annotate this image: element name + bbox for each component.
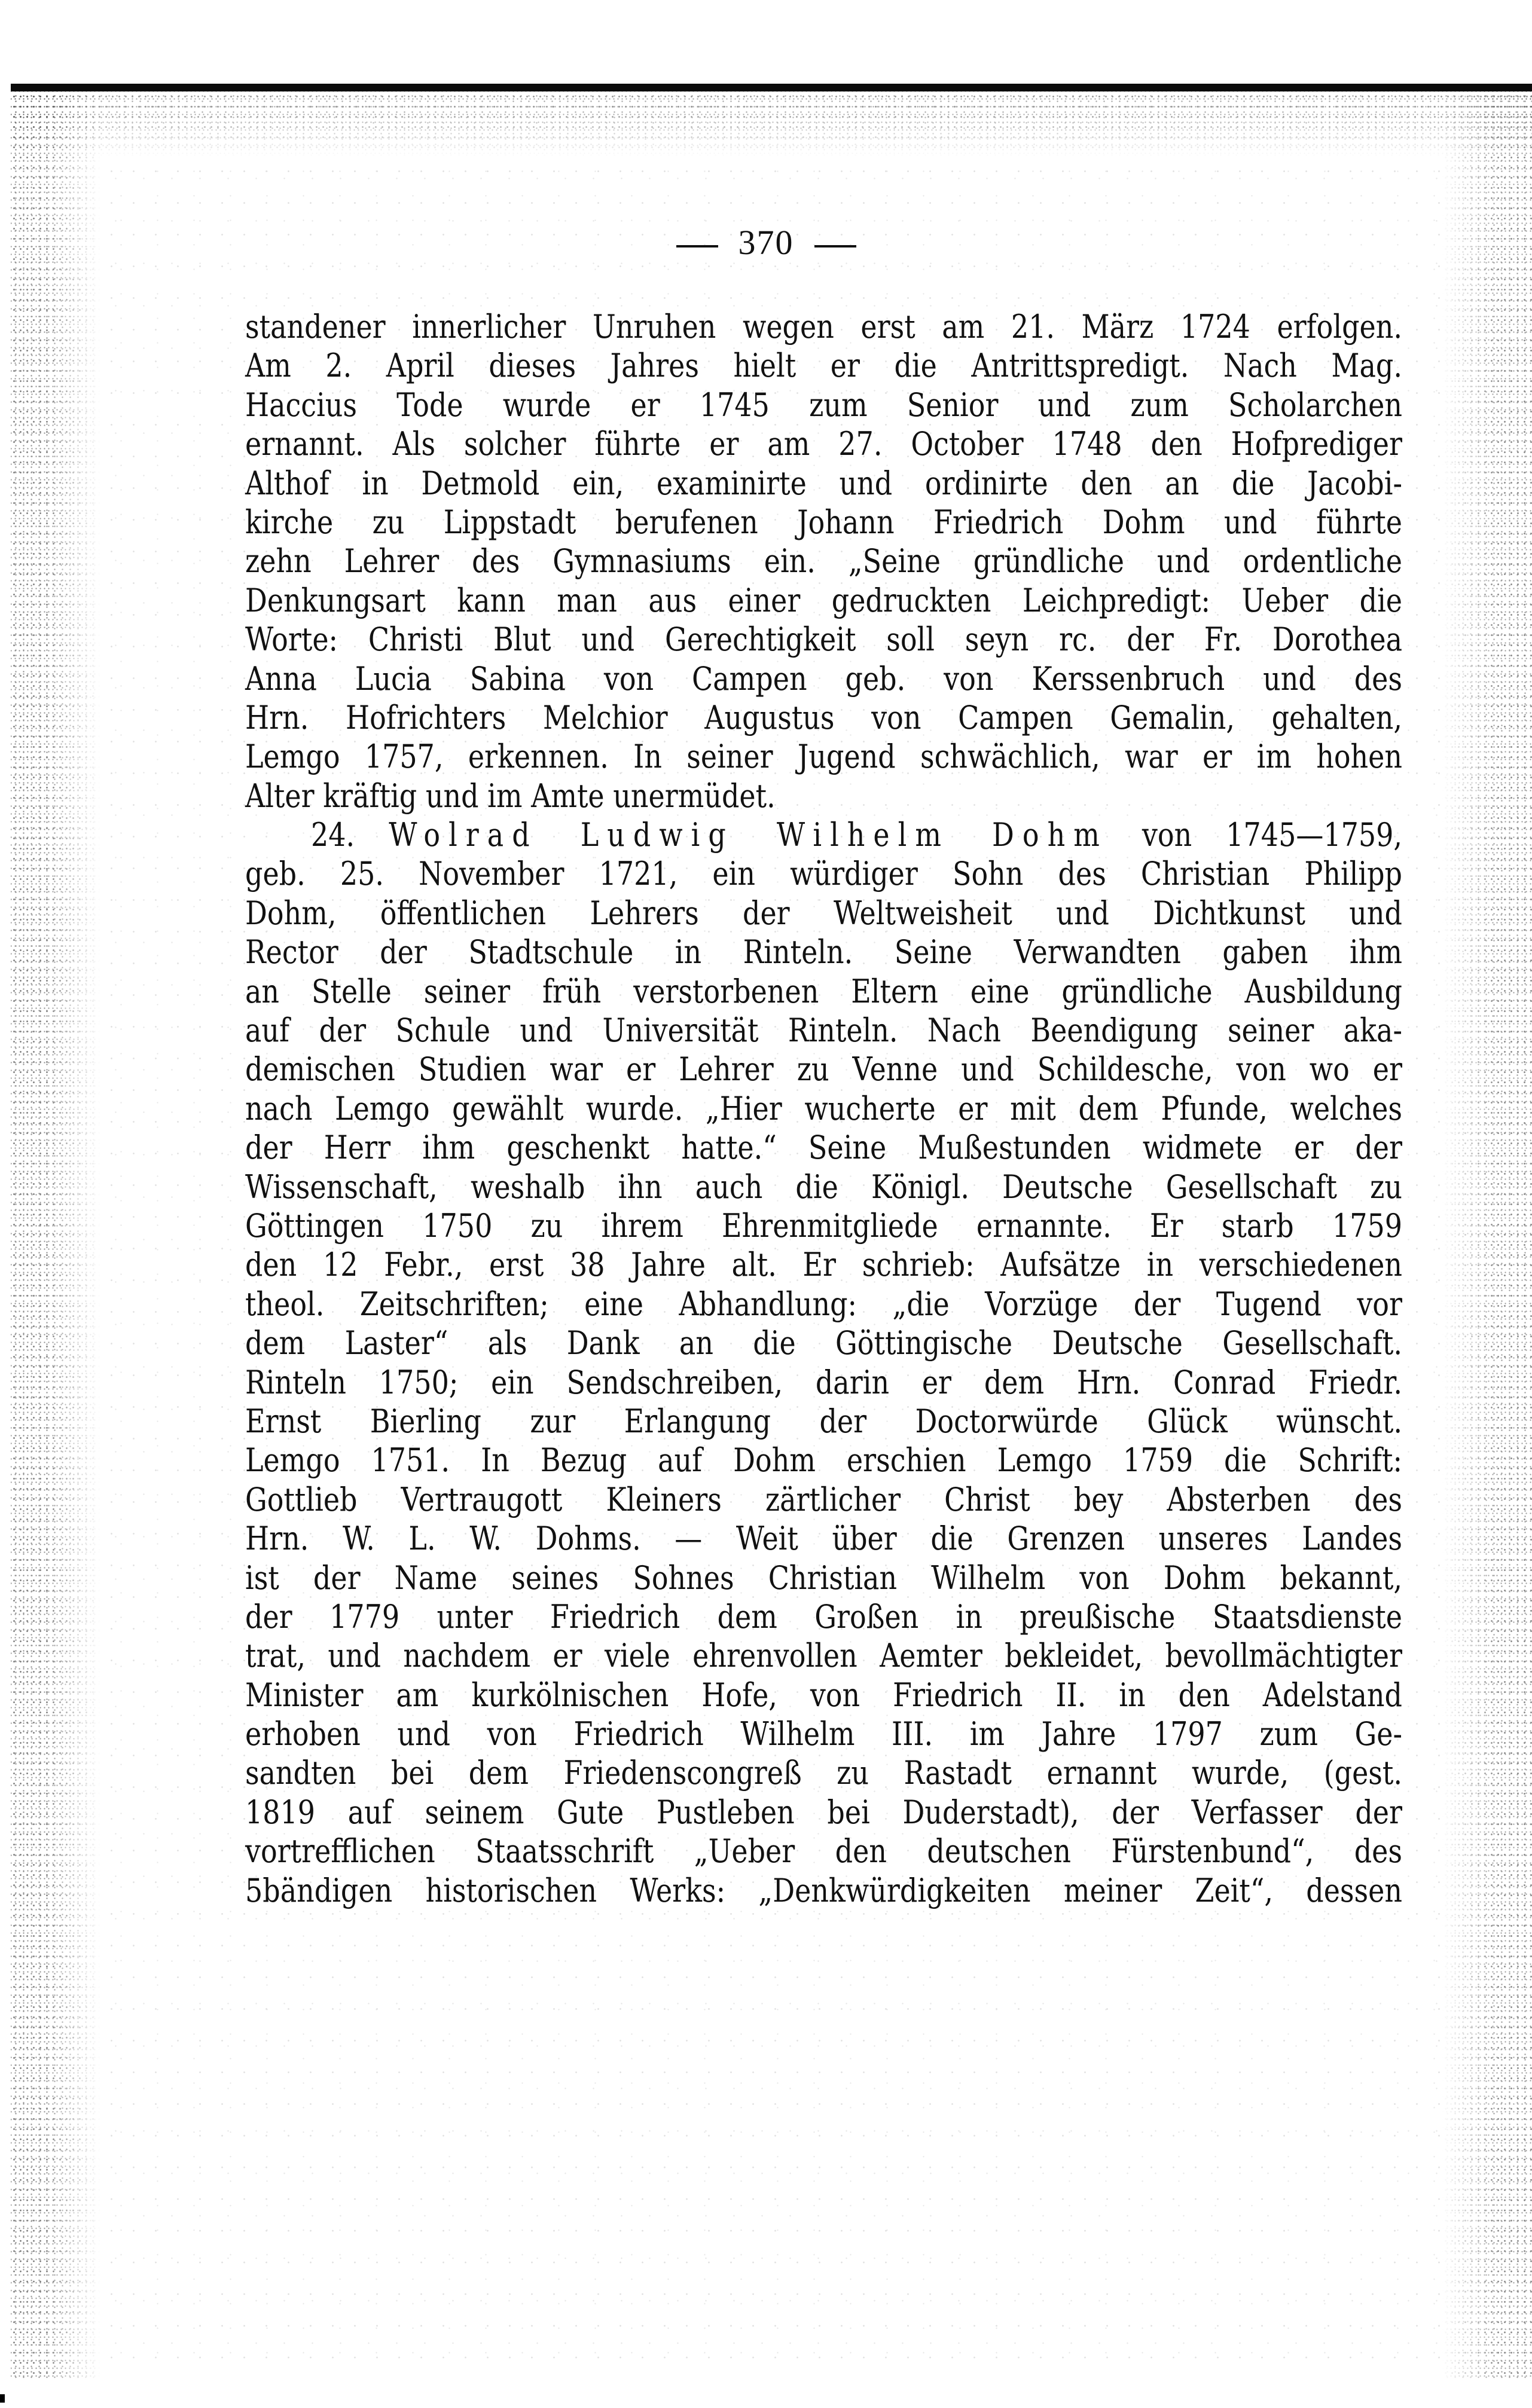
- page-number-value: 370: [738, 223, 794, 262]
- text-line: Lemgo 1751. In Bezug auf Dohm erschien Lemgo 1759 die Schrift:: [245, 1441, 1402, 1480]
- text-line: Am 2. April dieses Jahres hielt er die Antrittspredigt. Nach Mag.: [245, 346, 1402, 385]
- text-line: Hrn. Hofrichters Melchior Augustus von Campen Gemalin, gehalten,: [245, 698, 1402, 737]
- text-line: dem Laster“ als Dank an die Göttingische Deutsche Gesellschaft.: [245, 1324, 1402, 1362]
- text-line: Rector der Stadtschule in Rinteln. Seine Verwandten gaben ihm: [245, 933, 1402, 971]
- text-line: 5bändigen historischen Werks: „Denkwürdigkeiten meiner Zeit“, dessen: [245, 1871, 1402, 1909]
- text-line: der Herr ihm geschenkt hatte.“ Seine Mußestunden widmete er der: [245, 1128, 1402, 1167]
- body-text: [245, 307, 1403, 1914]
- text-line: Lemgo 1757, erkennen. In seiner Jugend schwächlich, war er im hohen: [245, 737, 1402, 776]
- text-line: Haccius Tode wurde er 1745 zum Senior und zum Scholarchen: [245, 385, 1402, 424]
- entry-tenure: von 1745—1759,: [1142, 815, 1403, 854]
- text-line: theol. Zeitschriften; eine Abhandlung: „die Vorzüge der Tugend vor: [245, 1284, 1402, 1323]
- scan-top-border: [11, 84, 1532, 91]
- text-line: sandten bei dem Friedenscongreß zu Rastadt ernannt wurde, (gest.: [245, 1753, 1402, 1792]
- text-line: zehn Lehrer des Gymnasiums ein. „Seine gründliche und ordentliche: [245, 542, 1402, 580]
- text-line: Gottlieb Vertraugott Kleiners zärtlicher Christ bey Absterben des: [245, 1480, 1402, 1518]
- dash-right: [814, 245, 856, 247]
- text-line: 1819 auf seinem Gute Pustleben bei Duderstadt), der Verfasser der: [245, 1792, 1402, 1831]
- text-line: Rinteln 1750; ein Sendschreiben, darin er dem Hrn. Conrad Friedr.: [245, 1362, 1402, 1401]
- text-line: Wissenschaft, weshalb ihn auch die Königl. Deutsche Gesellschaft zu: [245, 1167, 1402, 1206]
- text-line: Minister am kurkölnischen Hofe, von Friedrich II. in den Adelstand: [245, 1675, 1402, 1714]
- text-line: erhoben und von Friedrich Wilhelm III. im Jahre 1797 zum Ge-: [245, 1715, 1402, 1753]
- text-line: trat, und nachdem er viele ehrenvollen Aemter bekleidet, bevollmächtigter: [245, 1636, 1402, 1675]
- text-line: Denkungsart kann man aus einer gedruckten Leichpredigt: Ueber die: [245, 580, 1402, 619]
- text-line: den 12 Febr., erst 38 Jahre alt. Er schrieb: Aufsätze in verschiedenen: [245, 1245, 1402, 1284]
- scan-noise-right: [1442, 91, 1532, 2381]
- text-line: ist der Name seines Sohnes Christian Wilhelm von Dohm bekannt,: [245, 1558, 1402, 1597]
- text-line: nach Lemgo gewählt wurde. „Hier wucherte er mit dem Pfunde, welches: [245, 1089, 1402, 1127]
- text-line: an Stelle seiner früh verstorbenen Eltern eine gründliche Ausbildung: [245, 971, 1402, 1010]
- page-number: [0, 222, 1532, 262]
- dash-left: [676, 245, 718, 247]
- text-line: Althof in Detmold ein, examinirte und ordinirte den an die Jacobi-: [245, 463, 1402, 502]
- text-line: standener innerlicher Unruhen wegen erst am 21. März 1724 erfolgen.: [245, 307, 1402, 346]
- text-line: vortrefflichen Staatsschrift „Ueber den deutschen Fürstenbund“, des: [245, 1832, 1402, 1871]
- text-line: Hrn. W. L. W. Dohms. — Weit über die Grenzen unseres Landes: [245, 1519, 1402, 1557]
- text-line: der 1779 unter Friedrich dem Großen in preußische Staatsdienste: [245, 1597, 1402, 1636]
- scan-noise-top: [11, 91, 1532, 157]
- text-line: kirche zu Lippstadt berufenen Johann Friedrich Dohm und führte: [245, 503, 1402, 541]
- text-line: Anna Lucia Sabina von Campen geb. von Kerssenbruch und des: [245, 659, 1402, 698]
- text-line: Alter kräftig und im Amte unermüdet.: [245, 776, 776, 815]
- text-line: Ernst Bierling zur Erlangung der Doctorwürde Glück wünscht.: [245, 1402, 1402, 1440]
- text-line: demischen Studien war er Lehrer zu Venne und Schildesche, von wo er: [245, 1050, 1402, 1089]
- text-line: Göttingen 1750 zu ihrem Ehrenmitgliede ernannte. Er starb 1759: [245, 1206, 1402, 1245]
- entry-number: 24.: [311, 815, 355, 854]
- scan-noise-left: [11, 91, 100, 2381]
- text-line: ernannt. Als solcher führte er am 27. October 1748 den Hofprediger: [245, 424, 1402, 463]
- text-line: Dohm, öffentlichen Lehrers der Weltweisheit und Dichtkunst und: [245, 893, 1402, 932]
- entry-person-name: Wolrad Ludwig Wilhelm Dohm: [389, 815, 1108, 854]
- text-line: geb. 25. November 1721, ein würdiger Sohn des Christian Philipp: [245, 854, 1402, 893]
- text-line: Worte: Christi Blut und Gerechtigkeit soll seyn rc. der Fr. Dorothea: [245, 620, 1402, 658]
- scan-edge-mark: [0, 2394, 5, 2403]
- text-line: auf der Schule und Universität Rinteln. Nach Beendigung seiner aka-: [245, 1011, 1402, 1049]
